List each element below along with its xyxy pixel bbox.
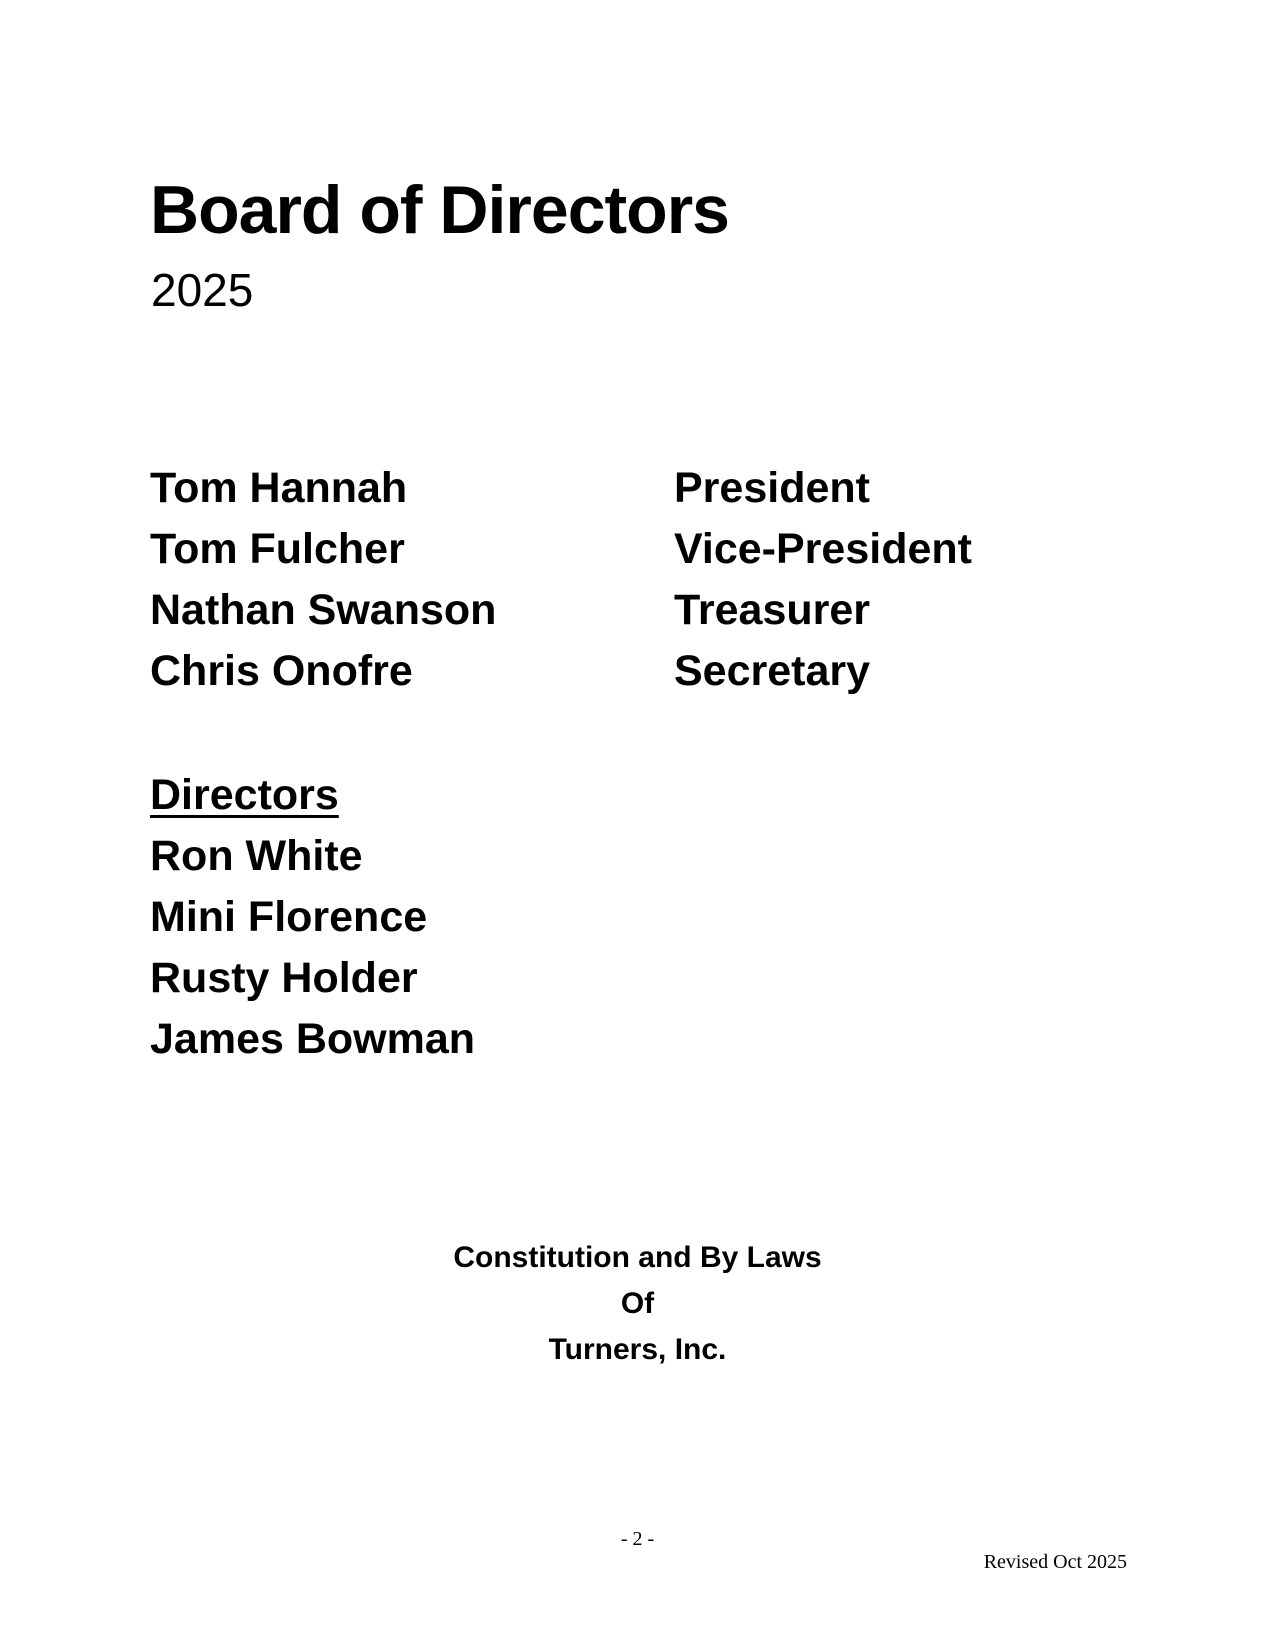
page-number: - 2 -: [620, 1528, 655, 1550]
director-name: James Bowman: [150, 1015, 476, 1063]
director-name: Ron White: [150, 832, 363, 880]
officer-name: Tom Hannah: [150, 464, 408, 512]
document-title-line: Turners, Inc.: [548, 1333, 727, 1366]
officer-row: [150, 580, 1050, 641]
officer-row: [150, 458, 1050, 519]
directors-section: [150, 765, 475, 1070]
officer-row: [150, 519, 1050, 580]
officer-title: Secretary: [674, 647, 871, 695]
officer-title: Treasurer: [674, 586, 871, 634]
document-title-block: [0, 1235, 1275, 1373]
document-title-line: Of: [620, 1287, 655, 1320]
officer-row: [150, 641, 1050, 702]
officer-name: Tom Fulcher: [150, 525, 405, 573]
officer-name: Nathan Swanson: [150, 586, 497, 634]
officer-title: Vice-President: [674, 525, 972, 573]
year-label: 2025: [151, 264, 254, 316]
revision-note: Revised Oct 2025: [983, 1551, 1127, 1573]
directors-heading: Directors: [150, 771, 339, 819]
document-title-line: Constitution and By Laws: [453, 1241, 822, 1274]
director-name: Rusty Holder: [150, 954, 418, 1002]
page-title: Board of Directors: [150, 172, 729, 248]
officers-list: [150, 458, 1050, 702]
director-name: Mini Florence: [150, 893, 428, 941]
officer-title: President: [674, 464, 870, 512]
officer-name: Chris Onofre: [150, 647, 413, 695]
